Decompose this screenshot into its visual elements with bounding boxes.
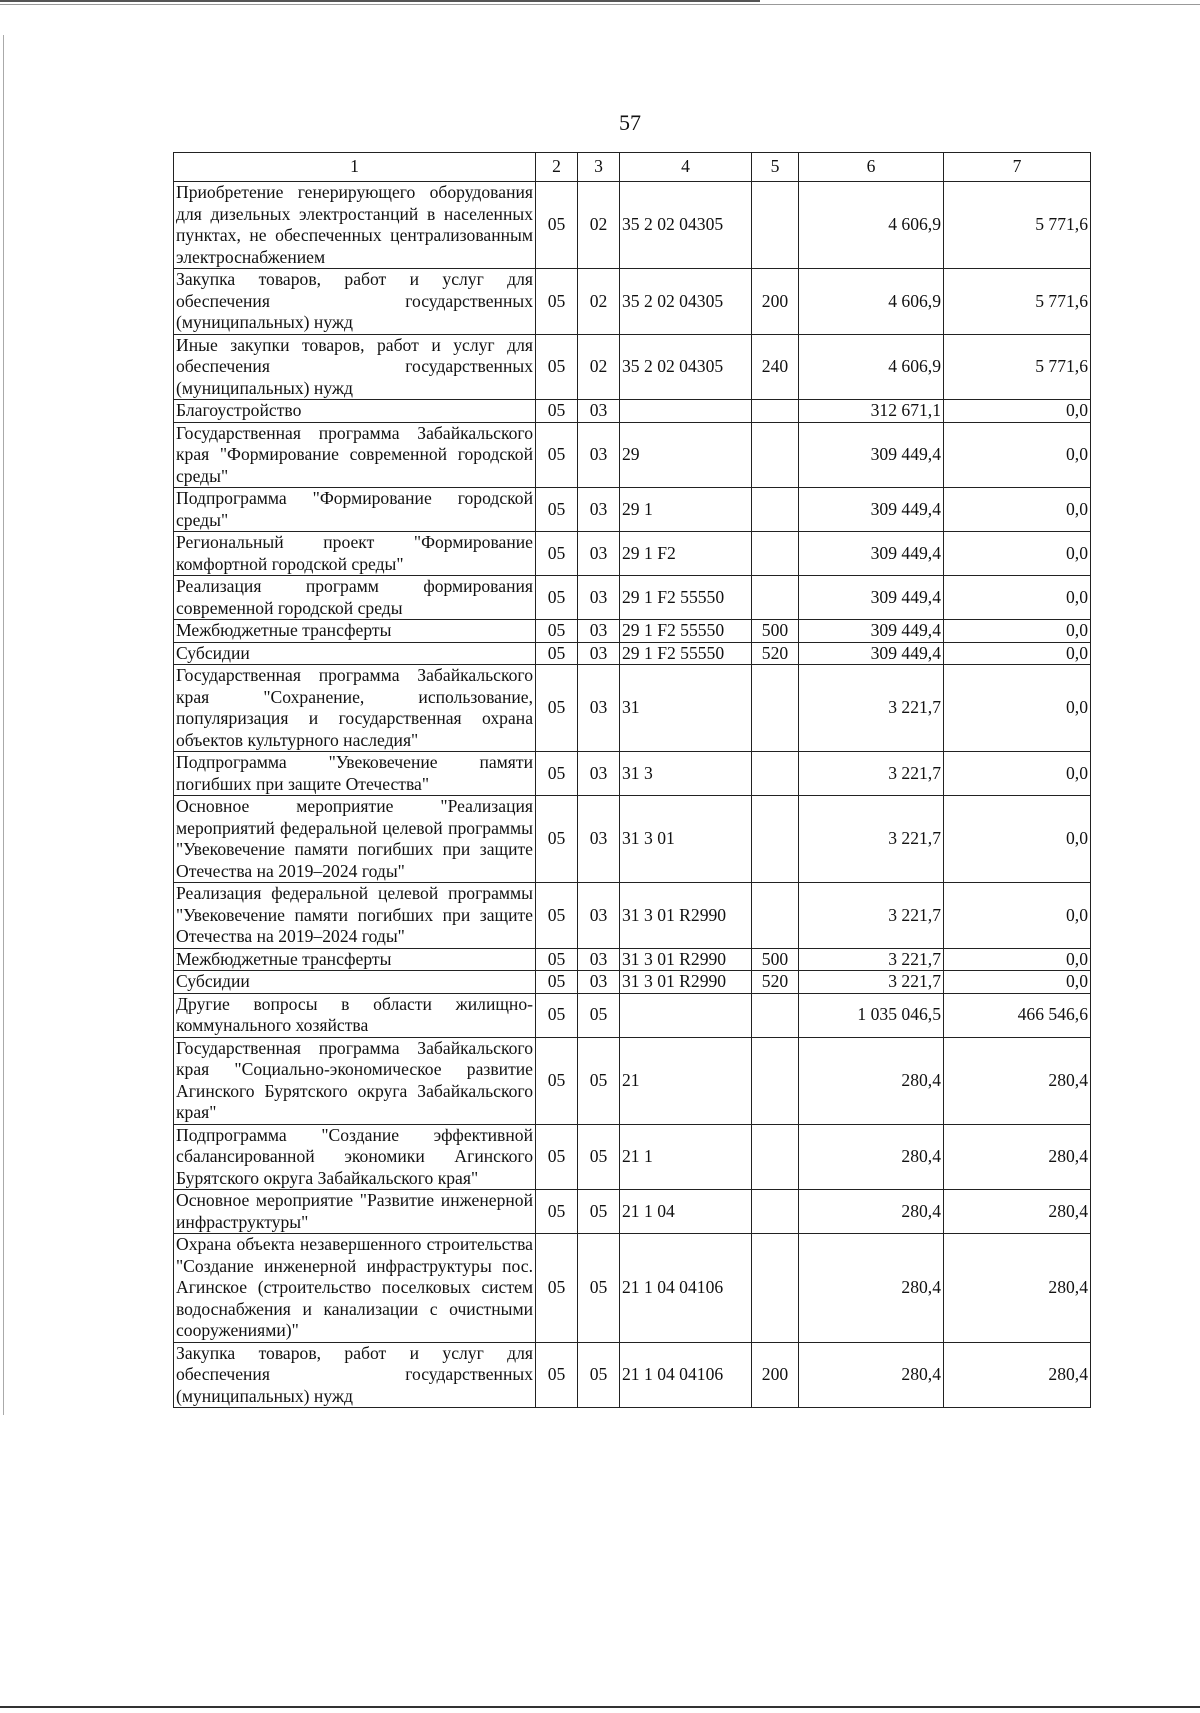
expense-type-code: [752, 883, 799, 949]
subsection-code: 03: [578, 971, 620, 994]
amount-year-2: 0,0: [944, 620, 1091, 643]
subsection-code: 05: [578, 1234, 620, 1343]
amount-year-1: 3 221,7: [799, 883, 944, 949]
table-row: [174, 642, 1091, 665]
column-header: 3: [578, 153, 620, 182]
table-row: [174, 576, 1091, 620]
subsection-code: 03: [578, 400, 620, 423]
section-code: 05: [536, 665, 578, 752]
section-code: 05: [536, 948, 578, 971]
row-name: Охрана объекта незавершенного строительства "Создание инженерной инфраструктуры пос. Агинское (строительство поселковых систем водоснабжения и канализации с очистными сооружениями)": [174, 1234, 536, 1343]
amount-year-2: 280,4: [944, 1190, 1091, 1234]
amount-year-2: 0,0: [944, 400, 1091, 423]
amount-year-1: 4 606,9: [799, 334, 944, 400]
expense-type-code: [752, 182, 799, 269]
section-code: 05: [536, 993, 578, 1037]
expense-type-code: 520: [752, 642, 799, 665]
section-code: 05: [536, 883, 578, 949]
target-article-code: 21 1 04: [620, 1190, 752, 1234]
table-row: [174, 948, 1091, 971]
column-header: 1: [174, 153, 536, 182]
amount-year-2: 280,4: [944, 1037, 1091, 1124]
target-article-code: 31 3 01 R2990: [620, 883, 752, 949]
scan-border-top-thin: [0, 4, 1200, 5]
section-code: 05: [536, 1037, 578, 1124]
section-code: 05: [536, 796, 578, 883]
section-code: 05: [536, 400, 578, 423]
amount-year-1: 280,4: [799, 1234, 944, 1343]
target-article-code: 29 1 F2 55550: [620, 620, 752, 643]
target-article-code: 21: [620, 1037, 752, 1124]
amount-year-1: 280,4: [799, 1342, 944, 1408]
amount-year-2: 0,0: [944, 532, 1091, 576]
scan-border-left: [3, 35, 4, 1415]
table-row: [174, 1234, 1091, 1343]
table-row: [174, 269, 1091, 335]
table-row: [174, 620, 1091, 643]
expense-type-code: [752, 1037, 799, 1124]
target-article-code: 21 1 04 04106: [620, 1234, 752, 1343]
subsection-code: 03: [578, 488, 620, 532]
section-code: 05: [536, 422, 578, 488]
page-number: 57: [619, 110, 641, 135]
subsection-code: 02: [578, 182, 620, 269]
amount-year-2: 0,0: [944, 665, 1091, 752]
section-code: 05: [536, 488, 578, 532]
expense-type-code: [752, 576, 799, 620]
amount-year-1: 280,4: [799, 1124, 944, 1190]
table-row: [174, 665, 1091, 752]
amount-year-2: 0,0: [944, 422, 1091, 488]
amount-year-2: 0,0: [944, 948, 1091, 971]
section-code: 05: [536, 532, 578, 576]
subsection-code: 03: [578, 883, 620, 949]
section-code: 05: [536, 1190, 578, 1234]
amount-year-1: 309 449,4: [799, 576, 944, 620]
target-article-code: [620, 993, 752, 1037]
row-name: Основное мероприятие "Развитие инженерной инфраструктуры": [174, 1190, 536, 1234]
amount-year-1: 3 221,7: [799, 752, 944, 796]
row-name: Благоустройство: [174, 400, 536, 423]
section-code: 05: [536, 269, 578, 335]
row-name: Приобретение генерирующего оборудования для дизельных электростанций в населенных пунктах, не обеспеченных централизованным электроснабжением: [174, 182, 536, 269]
target-article-code: 31 3 01 R2990: [620, 971, 752, 994]
scan-border-bottom: [0, 1706, 1200, 1708]
section-code: 05: [536, 1124, 578, 1190]
expense-type-code: [752, 488, 799, 532]
section-code: 05: [536, 620, 578, 643]
amount-year-2: 0,0: [944, 796, 1091, 883]
subsection-code: 03: [578, 948, 620, 971]
expense-type-code: 500: [752, 948, 799, 971]
amount-year-1: 309 449,4: [799, 422, 944, 488]
expense-type-code: [752, 993, 799, 1037]
row-name: Межбюджетные трансферты: [174, 948, 536, 971]
amount-year-1: 309 449,4: [799, 620, 944, 643]
target-article-code: 21 1 04 04106: [620, 1342, 752, 1408]
column-header: 7: [944, 153, 1091, 182]
amount-year-1: 3 221,7: [799, 796, 944, 883]
target-article-code: 29 1 F2 55550: [620, 642, 752, 665]
amount-year-2: 0,0: [944, 488, 1091, 532]
budget-table: [173, 152, 1091, 1408]
table-row: [174, 971, 1091, 994]
subsection-code: 02: [578, 334, 620, 400]
row-name: Государственная программа Забайкальского края "Формирование современной городской среды": [174, 422, 536, 488]
row-name: Государственная программа Забайкальского края "Социально-экономическое развитие Агинского Бурятского округа Забайкальского края": [174, 1037, 536, 1124]
row-name: Подпрограмма "Создание эффективной сбалансированной экономики Агинского Бурятского округа Забайкальского края": [174, 1124, 536, 1190]
table-row: [174, 182, 1091, 269]
section-code: 05: [536, 1342, 578, 1408]
target-article-code: 29: [620, 422, 752, 488]
expense-type-code: 520: [752, 971, 799, 994]
column-header: 2: [536, 153, 578, 182]
target-article-code: 29 1 F2: [620, 532, 752, 576]
amount-year-1: 280,4: [799, 1037, 944, 1124]
amount-year-1: 3 221,7: [799, 665, 944, 752]
expense-type-code: 200: [752, 1342, 799, 1408]
amount-year-2: 0,0: [944, 576, 1091, 620]
expense-type-code: [752, 752, 799, 796]
expense-type-code: [752, 1190, 799, 1234]
row-name: Субсидии: [174, 971, 536, 994]
table-row: [174, 796, 1091, 883]
target-article-code: 31: [620, 665, 752, 752]
section-code: 05: [536, 752, 578, 796]
amount-year-2: 280,4: [944, 1342, 1091, 1408]
amount-year-2: 280,4: [944, 1234, 1091, 1343]
section-code: 05: [536, 971, 578, 994]
expense-type-code: [752, 400, 799, 423]
amount-year-2: 466 546,6: [944, 993, 1091, 1037]
amount-year-2: 5 771,6: [944, 269, 1091, 335]
amount-year-2: 0,0: [944, 883, 1091, 949]
subsection-code: 03: [578, 620, 620, 643]
subsection-code: 05: [578, 1124, 620, 1190]
table-header-row: [174, 153, 1091, 182]
amount-year-2: 5 771,6: [944, 334, 1091, 400]
expense-type-code: [752, 1234, 799, 1343]
target-article-code: 21 1: [620, 1124, 752, 1190]
target-article-code: 29 1 F2 55550: [620, 576, 752, 620]
expense-type-code: 240: [752, 334, 799, 400]
table-row: [174, 883, 1091, 949]
amount-year-2: 0,0: [944, 752, 1091, 796]
target-article-code: 35 2 02 04305: [620, 182, 752, 269]
scan-border-top: [0, 0, 760, 2]
amount-year-1: 309 449,4: [799, 642, 944, 665]
section-code: 05: [536, 1234, 578, 1343]
subsection-code: 05: [578, 1037, 620, 1124]
expense-type-code: 200: [752, 269, 799, 335]
table-row: [174, 334, 1091, 400]
expense-type-code: [752, 665, 799, 752]
amount-year-2: 280,4: [944, 1124, 1091, 1190]
amount-year-1: 280,4: [799, 1190, 944, 1234]
expense-type-code: [752, 1124, 799, 1190]
table-row: [174, 1190, 1091, 1234]
target-article-code: [620, 400, 752, 423]
table-row: [174, 752, 1091, 796]
section-code: 05: [536, 576, 578, 620]
table-row: [174, 400, 1091, 423]
target-article-code: 31 3: [620, 752, 752, 796]
expense-type-code: 500: [752, 620, 799, 643]
subsection-code: 05: [578, 1342, 620, 1408]
target-article-code: 35 2 02 04305: [620, 269, 752, 335]
row-name: Закупка товаров, работ и услуг для обеспечения государственных (муниципальных) нужд: [174, 1342, 536, 1408]
target-article-code: 31 3 01: [620, 796, 752, 883]
section-code: 05: [536, 182, 578, 269]
amount-year-1: 312 671,1: [799, 400, 944, 423]
table-row: [174, 993, 1091, 1037]
table-row: [174, 422, 1091, 488]
column-header: 4: [620, 153, 752, 182]
row-name: Закупка товаров, работ и услуг для обеспечения государственных (муниципальных) нужд: [174, 269, 536, 335]
subsection-code: 03: [578, 642, 620, 665]
row-name: Межбюджетные трансферты: [174, 620, 536, 643]
row-name: Реализация программ формирования современной городской среды: [174, 576, 536, 620]
subsection-code: 03: [578, 796, 620, 883]
subsection-code: 03: [578, 665, 620, 752]
row-name: Другие вопросы в области жилищно-коммунального хозяйства: [174, 993, 536, 1037]
subsection-code: 03: [578, 422, 620, 488]
subsection-code: 03: [578, 532, 620, 576]
column-header: 6: [799, 153, 944, 182]
subsection-code: 05: [578, 993, 620, 1037]
table-row: [174, 1124, 1091, 1190]
row-name: Основное мероприятие "Реализация мероприятий федеральной целевой программы "Увековечение памяти погибших при защите Отечества на 2019–2024 годы": [174, 796, 536, 883]
row-name: Региональный проект "Формирование комфортной городской среды": [174, 532, 536, 576]
column-header: 5: [752, 153, 799, 182]
expense-type-code: [752, 796, 799, 883]
table-row: [174, 1342, 1091, 1408]
amount-year-2: 0,0: [944, 642, 1091, 665]
amount-year-1: 4 606,9: [799, 182, 944, 269]
table-row: [174, 532, 1091, 576]
subsection-code: 02: [578, 269, 620, 335]
subsection-code: 03: [578, 752, 620, 796]
amount-year-1: 309 449,4: [799, 488, 944, 532]
row-name: Субсидии: [174, 642, 536, 665]
row-name: Иные закупки товаров, работ и услуг для обеспечения государственных (муниципальных) нужд: [174, 334, 536, 400]
amount-year-1: 3 221,7: [799, 971, 944, 994]
row-name: Подпрограмма "Формирование городской среды": [174, 488, 536, 532]
table-row: [174, 1037, 1091, 1124]
amount-year-2: 5 771,6: [944, 182, 1091, 269]
row-name: Подпрограмма "Увековечение памяти погибших при защите Отечества": [174, 752, 536, 796]
row-name: Реализация федеральной целевой программы "Увековечение памяти погибших при защите Отечества на 2019–2024 годы": [174, 883, 536, 949]
subsection-code: 05: [578, 1190, 620, 1234]
amount-year-1: 3 221,7: [799, 948, 944, 971]
amount-year-1: 4 606,9: [799, 269, 944, 335]
table-row: [174, 488, 1091, 532]
section-code: 05: [536, 334, 578, 400]
section-code: 05: [536, 642, 578, 665]
expense-type-code: [752, 422, 799, 488]
target-article-code: 29 1: [620, 488, 752, 532]
row-name: Государственная программа Забайкальского края "Сохранение, использование, популяризация и государственная охрана объектов культурного наследия": [174, 665, 536, 752]
amount-year-1: 309 449,4: [799, 532, 944, 576]
amount-year-2: 0,0: [944, 971, 1091, 994]
target-article-code: 35 2 02 04305: [620, 334, 752, 400]
table-body: [174, 182, 1091, 1408]
amount-year-1: 1 035 046,5: [799, 993, 944, 1037]
subsection-code: 03: [578, 576, 620, 620]
expense-type-code: [752, 532, 799, 576]
target-article-code: 31 3 01 R2990: [620, 948, 752, 971]
